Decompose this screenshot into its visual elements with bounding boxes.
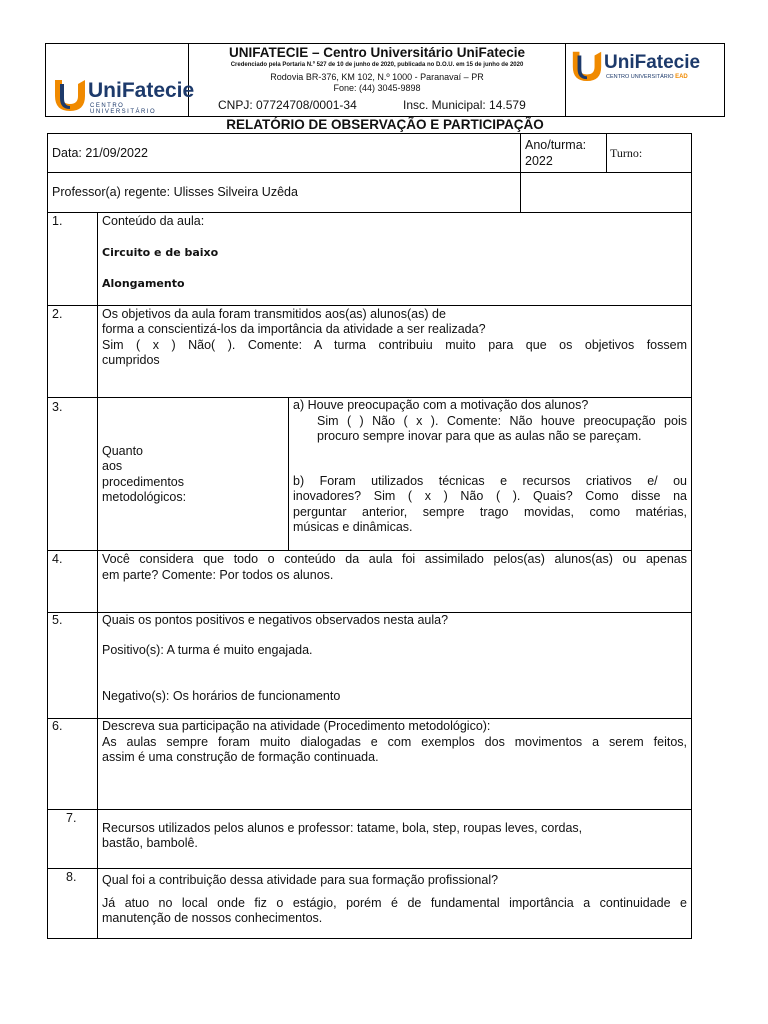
item3-a-3: procuro sempre inovar para que as aulas não se pareçam. [317, 429, 642, 443]
item8-line-1: Qual foi a contribuição dessa atividade para sua formação profissional? [102, 873, 499, 887]
item5-line-1: Quais os pontos positivos e negativos observados nesta aula? [102, 613, 449, 627]
header-address: Rodovia BR-376, KM 102, N.º 1000 - Paranavaí – PR [270, 72, 484, 82]
header-inscricao: Insc. Municipal: 14.579 [403, 98, 526, 112]
item4-line-1: Você considera que todo o conteúdo da aula foi assimilado pelos(as) alunos(as) ou apenas [102, 552, 687, 566]
item3-left-2: aos [102, 459, 123, 473]
item3-a-1: a) Houve preocupação com a motivação dos alunos? [293, 398, 589, 412]
field-ano-label: Ano/turma: [525, 138, 587, 152]
item2-line-4: cumpridos [102, 353, 160, 367]
item3-a-2: Sim ( ) Não ( x ). Comente: Não houve preocupação pois [317, 414, 687, 428]
item7-line-2: bastão, bambolê. [102, 836, 198, 850]
item-number: 5. [52, 613, 63, 627]
report-title: RELATÓRIO DE OBSERVAÇÃO E PARTICIPAÇÃO [226, 117, 544, 132]
item6-line-1: Descreva sua participação na atividade (Procedimento metodológico): [102, 719, 491, 733]
item3-b-3: perguntar anterior, sempre trago movidas, como matérias, [293, 505, 687, 519]
item2-line-2: forma a conscientizá-los da importância da atividade a ser realizada? [102, 322, 486, 336]
field-professor: Professor(a) regente: Ulisses Silveira Uzêda [52, 185, 298, 199]
item1-content-2: Alongamento [102, 277, 185, 290]
item-number: 8. [66, 870, 77, 884]
unifatecie-logo-left: UniFatecie CENTRO UNIVERSITÁRIO [52, 76, 187, 114]
field-ano-value: 2022 [525, 154, 553, 168]
item-number: 2. [52, 307, 63, 321]
item7-line-1: Recursos utilizados pelos alunos e professor: tatame, bola, step, roupas leves, cordas, [102, 821, 583, 835]
item-number: 3. [52, 400, 63, 414]
field-data: Data: 21/09/2022 [52, 146, 148, 160]
item3-left-4: metodológicos: [102, 490, 187, 504]
header-divider-right [565, 43, 566, 117]
logo-mark-icon [570, 48, 604, 82]
item3-left-1: Quanto [102, 444, 144, 458]
item6-line-2: As aulas sempre foram muito dialogadas e com exemplos dos movimentos a serem feitos, [102, 735, 687, 749]
item2-line-1: Os objetivos da aula foram transmitidos aos(as) alunos(as) de [102, 307, 446, 321]
header-cnpj: CNPJ: 07724708/0001-34 [218, 98, 357, 112]
item-number: 1. [52, 214, 63, 228]
header-credential: Credenciado pela Portaria N.º 527 de 10 de junho de 2020, publicada no D.O.U. em 15 de junho de 2020 [230, 62, 524, 68]
item3-b-2: inovadores? Sim ( x ) Não ( ). Quais? Como disse na [293, 489, 687, 503]
item8-line-3: manutenção de nossos conhecimentos. [102, 911, 323, 925]
field-turno: Turno: [610, 146, 643, 160]
item3-b-1: b) Foram utilizados técnicas e recursos criativos e/ ou [293, 474, 687, 488]
item5-positive: Positivo(s): A turma é muito engajada. [102, 643, 313, 657]
item5-negative: Negativo(s): Os horários de funcionamento [102, 689, 341, 703]
header-phone: Fone: (44) 3045-9898 [333, 83, 421, 93]
header-title: UNIFATECIE – Centro Universitário UniFatecie [228, 45, 526, 60]
item8-line-2: Já atuo no local onde fiz o estágio, porém é de fundamental importância a continuidade e [102, 896, 687, 910]
item1-content-1: Circuito e de baixo [102, 246, 219, 259]
item3-left-3: procedimentos [102, 475, 184, 489]
unifatecie-logo-right: UniFatecie CENTRO UNIVERSITÁRIO EAD [570, 46, 720, 86]
item2-line-3: Sim ( x ) Não( ). Comente: A turma contribuiu muito para que os objetivos fossem [102, 338, 687, 352]
item-number: 6. [52, 719, 63, 733]
item6-line-3: assim é uma construção de formação continuada. [102, 750, 379, 764]
item-number: 7. [66, 811, 77, 825]
logo-mark-icon [52, 76, 88, 112]
item3-b-4: músicas e dinâmicas. [293, 520, 413, 534]
item1-label: Conteúdo da aula: [102, 214, 205, 228]
item4-line-2: em parte? Comente: Por todos os alunos. [102, 568, 334, 582]
item-number: 4. [52, 552, 63, 566]
